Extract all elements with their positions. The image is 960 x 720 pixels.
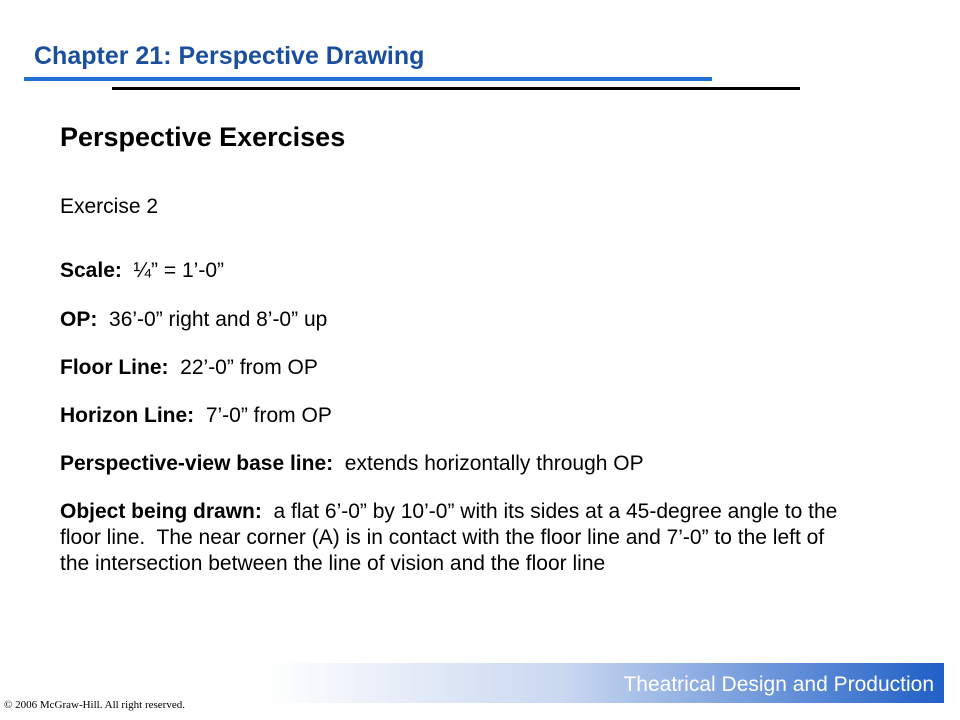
exercise-label: Exercise 2: [60, 195, 159, 218]
header-rule-black: [112, 87, 800, 90]
item-text: ¼” = 1’-0”: [121, 259, 224, 282]
copyright: © 2006 McGraw-Hill. All right reserved.: [4, 699, 185, 711]
item-label: Object being drawn:: [60, 500, 262, 523]
slide-title: Perspective Exercises: [60, 122, 346, 152]
item-base-line: [60, 451, 644, 477]
item-label: Scale:: [60, 259, 122, 282]
item-text: 36’-0” right and 8’-0” up: [97, 308, 328, 331]
item-label: OP:: [60, 308, 98, 331]
item-label: Horizon Line:: [60, 404, 195, 427]
item-text: extends horizontally through OP: [333, 452, 644, 475]
item-label: Floor Line:: [60, 356, 169, 379]
footer-book-title: Theatrical Design and Production: [623, 673, 934, 696]
item-object: [60, 499, 850, 577]
item-label: Perspective-view base line:: [60, 452, 334, 475]
item-scale: [60, 258, 224, 284]
item-text: 7’-0” from OP: [194, 404, 332, 427]
header-rule-blue: [24, 77, 712, 81]
item-horizon-line: [60, 403, 332, 429]
item-floor-line: [60, 355, 318, 381]
item-text: a flat 6’-0” by 10’-0” with its sides at a 45-degree angle to the floor line. The near corner (A) is in contact with the floor line and 7’-0” to the left of the intersection between the line of vision and the floor line: [60, 500, 844, 575]
item-op: [60, 307, 327, 333]
item-text: 22’-0” from OP: [168, 356, 318, 379]
chapter-title: Chapter 21: Perspective Drawing: [34, 42, 425, 70]
